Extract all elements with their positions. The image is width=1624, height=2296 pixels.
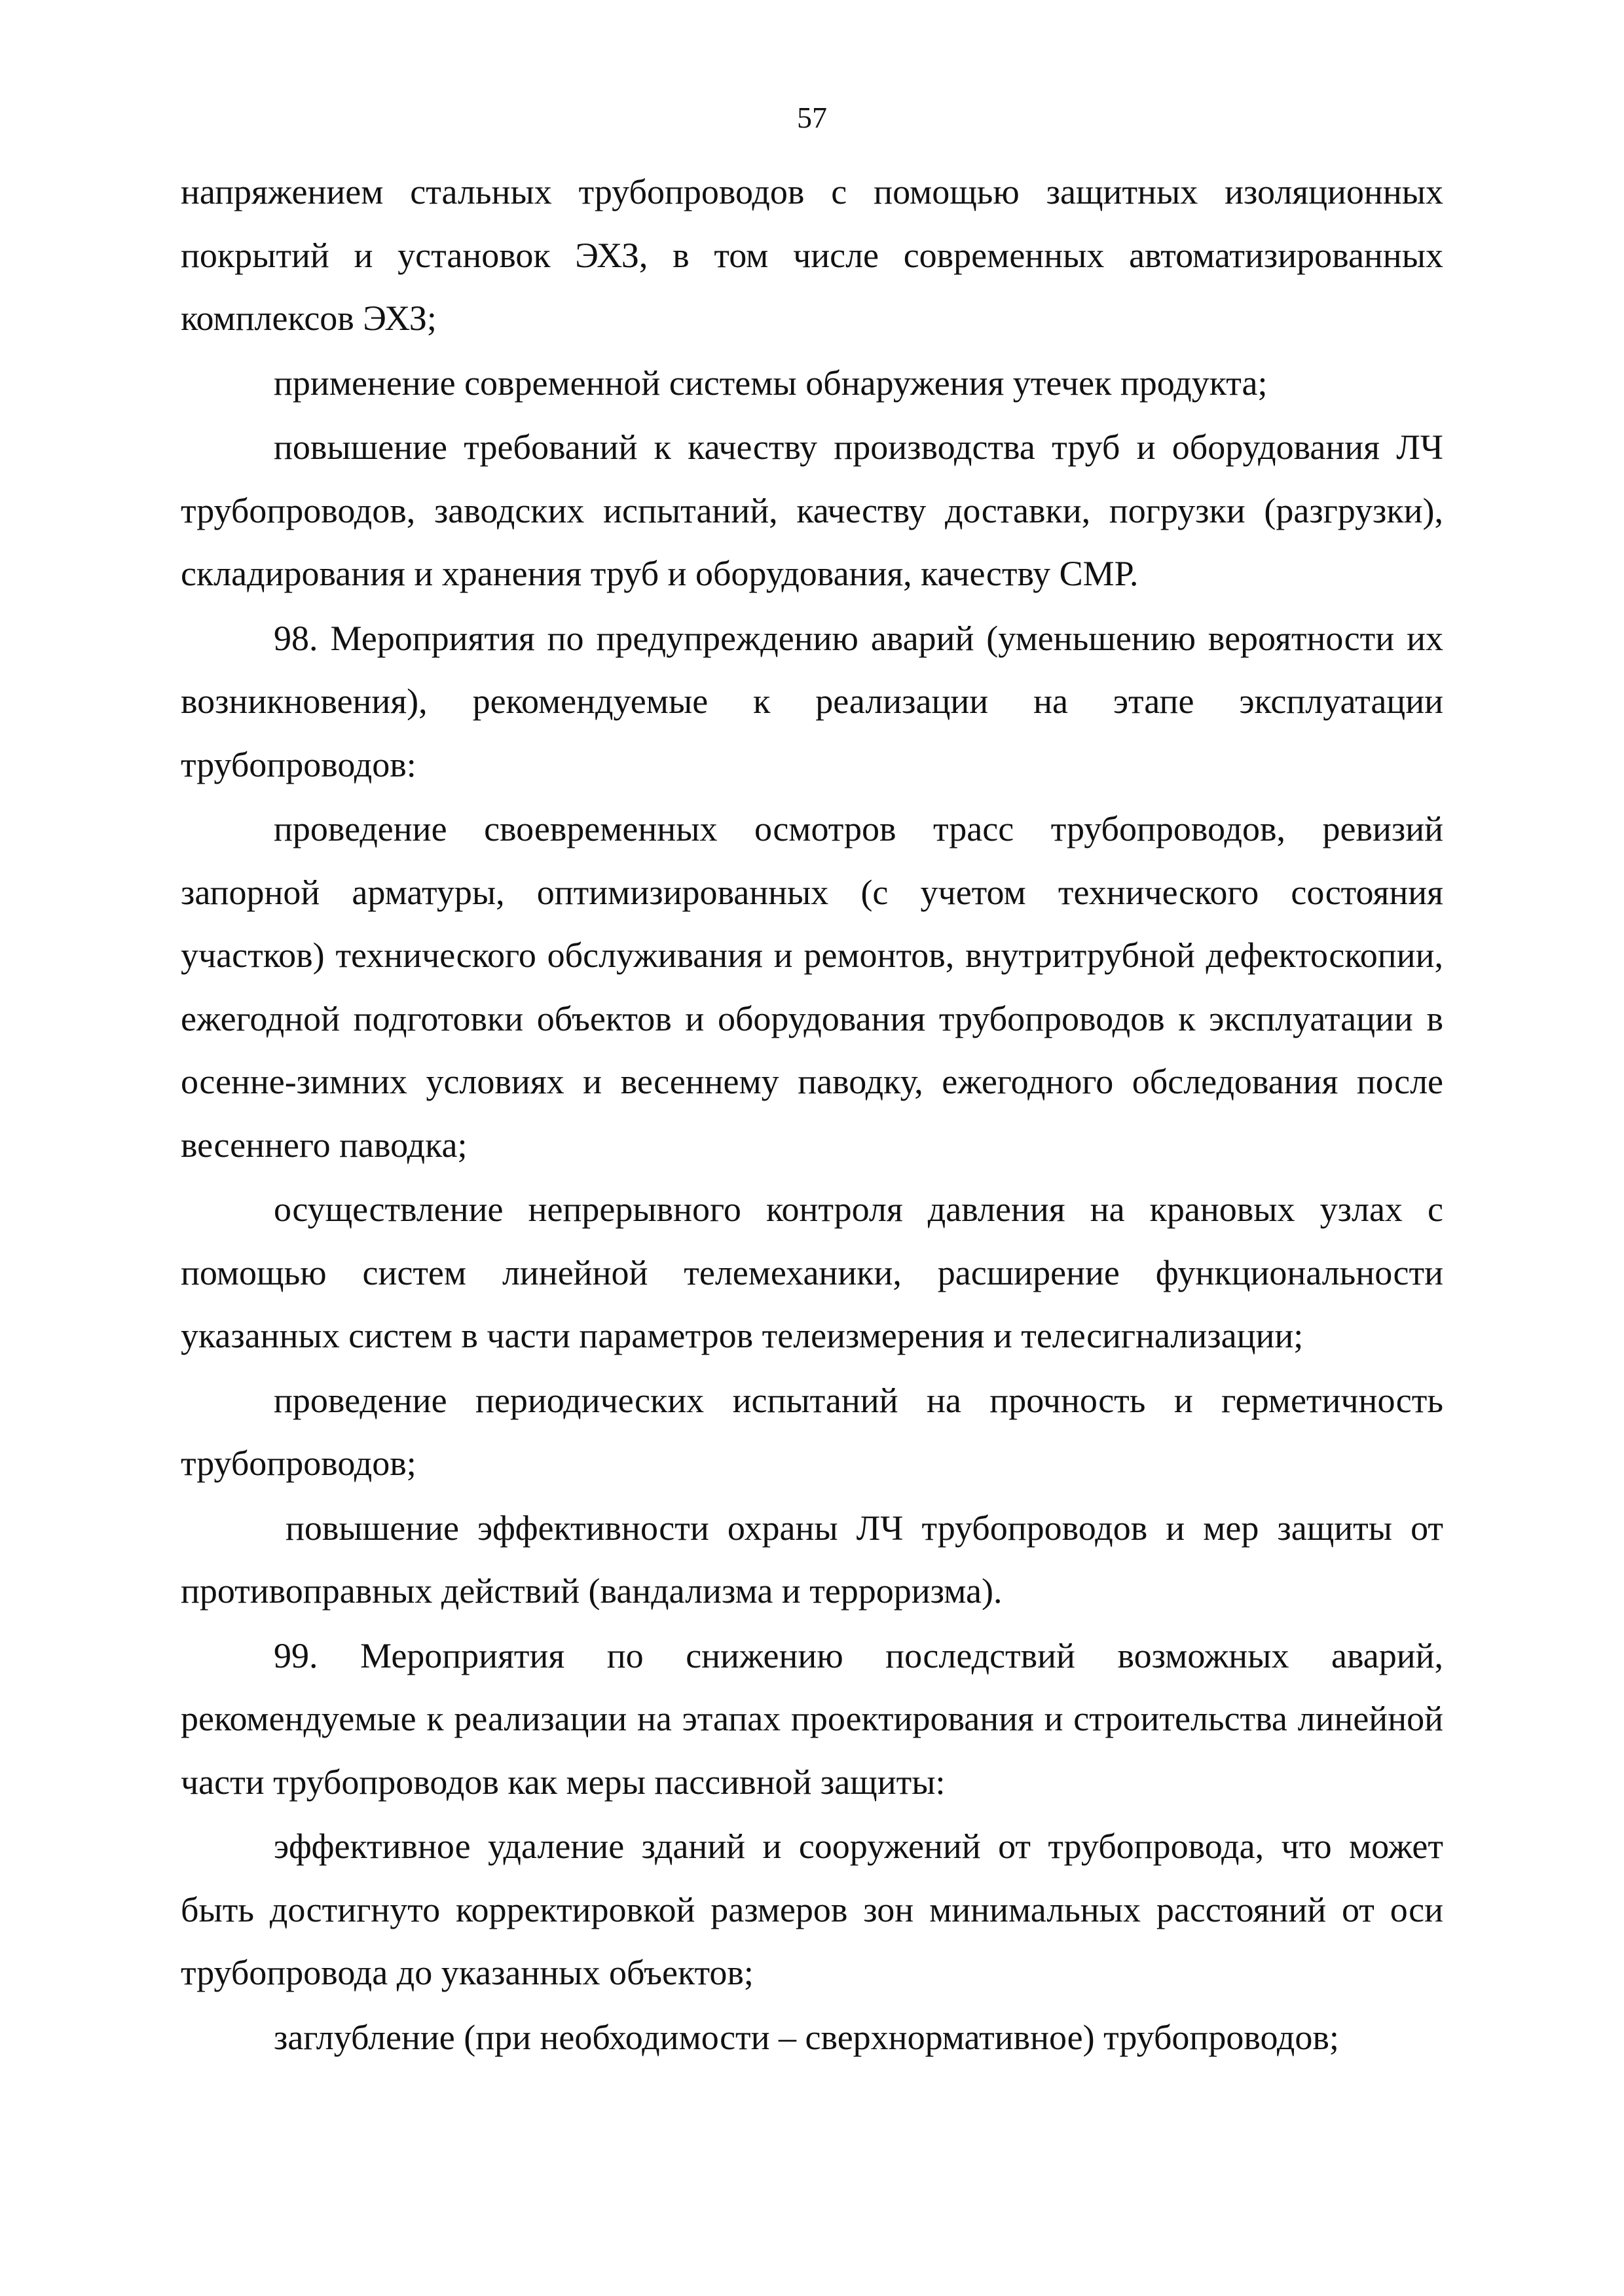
paragraph-pressure-control: осуществление непрерывного контроля давления на крановых узлах с помощью систем линейной телемеханики, расширение функциональности указанных систем в части параметров телеизмерения и телесигнализации; bbox=[181, 1190, 1443, 1355]
paragraph-inspections: проведение своевременных осмотров трасс трубопроводов, ревизий запорной арматуры, оптимизированных (с учетом технического состояния участков) технического обслуживания и ремонтов, внутритрубной дефектоскопии, ежегодной подготовки объектов и оборудования трубопроводов к эксплуатации в осенне-зимних условиях и весеннему паводку, ежегодного обследования после весеннего паводка; bbox=[181, 809, 1443, 1165]
paragraph-security: повышение эффективности охраны ЛЧ трубопроводов и мер защиты от противоправных действий (вандализма и терроризма). bbox=[181, 1508, 1443, 1611]
paragraph-item-98: 98. Мероприятия по предупреждению аварий (уменьшению вероятности их возникновения), рекомендуемые к реализации на этапе эксплуатации трубопроводов: bbox=[181, 618, 1443, 784]
paragraph-burial-depth: заглубление (при необходимости – сверхнормативное) трубопроводов; bbox=[274, 2017, 1339, 2057]
paragraph-leak-detection: применение современной системы обнаружения утечек продукта; bbox=[274, 363, 1268, 403]
paragraph-quality-requirements: повышение требований к качеству производства труб и оборудования ЛЧ трубопроводов, заводских испытаний, качеству доставки, погрузки (разгрузки), складирования и хранения труб и оборудования, качеству СМР. bbox=[181, 428, 1443, 593]
paragraph-strength-tests: проведение периодических испытаний на прочность и герметичность трубопроводов; bbox=[181, 1380, 1443, 1483]
page-number: 57 bbox=[797, 101, 827, 134]
paragraph-distance: эффективное удаление зданий и сооружений от трубопровода, что может быть достигнуто корректировкой размеров зон минимальных расстояний от оси трубопровода до указанных объектов; bbox=[181, 1827, 1443, 1992]
paragraph-continuation: напряжением стальных трубопроводов с помощью защитных изоляционных покрытий и установок ЭХЗ, в том числе современных автоматизированных комплексов ЭХЗ; bbox=[181, 172, 1443, 338]
document-body bbox=[181, 160, 1443, 2070]
paragraph-item-99: 99. Мероприятия по снижению последствий возможных аварий, рекомендуемые к реализации на этапах проектирования и строительства линейной части трубопроводов как меры пассивной защиты: bbox=[181, 1635, 1443, 1802]
